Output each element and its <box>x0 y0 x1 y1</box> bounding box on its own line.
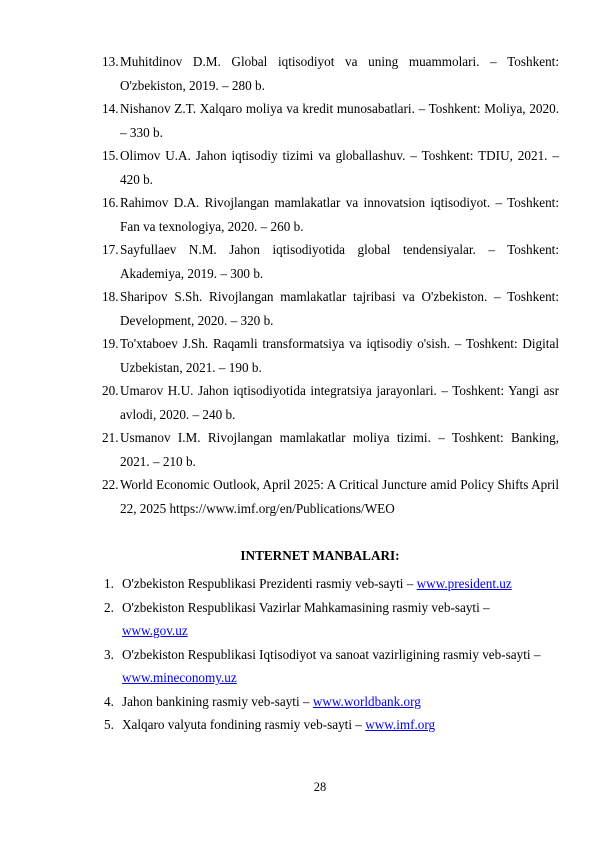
reference-text: Olimov U.A. Jahon iqtisodiy tizimi va globallashuv. – Toshkent: TDIU, 2021. – 420 b. <box>120 148 559 187</box>
reference-text: To'xtaboev J.Sh. Raqamli transformatsiya va iqtisodiy o'sish. – Toshkent: Digital Uzbekistan, 2021. – 190 b. <box>120 336 559 375</box>
source-text: Xalqaro valyuta fondining rasmiy veb-sayti – <box>122 717 366 732</box>
reference-item: 15. Olimov U.A. Jahon iqtisodiy tizimi va globallashuv. – Toshkent: TDIU, 2021. – 420 b. <box>104 144 559 191</box>
source-text: O'zbekiston Respublikasi Vazirlar Mahkamasining rasmiy veb-sayti – <box>122 599 490 615</box>
internet-source-item: 4. Jahon bankining rasmiy veb-sayti – www.worldbank.org <box>104 693 421 709</box>
internet-source-item: 5. Xalqaro valyuta fondining rasmiy veb-sayti – www.imf.org <box>104 717 436 732</box>
page-number: 28 <box>313 780 327 794</box>
source-link[interactable]: www.worldbank.org <box>312 693 421 709</box>
reference-item: 18. Sharipov S.Sh. Rivojlangan mamlakatlar tajribasi va O'zbekiston. – Toshkent: Development, 2020. – 320 b. <box>104 285 559 332</box>
reference-text: Nishanov Z.T. Xalqaro moliya va kredit munosabatlari. – Toshkent: Moliya, 2020. – 330 b. <box>120 101 559 140</box>
reference-text: Muhitdinov D.M. Global iqtisodiyot va uning muammolari. – Toshkent: O'zbekiston, 2019. – 280 b. <box>120 54 559 93</box>
source-text: Jahon bankining rasmiy veb-sayti – <box>122 693 313 709</box>
reference-text: Usmanov I.M. Rivojlangan mamlakatlar moliya tizimi. – Toshkent: Banking, 2021. – 210 b. <box>120 430 559 469</box>
reference-text: Rahimov D.A. Rivojlangan mamlakatlar va innovatsion iqtisodiyot. – Toshkent: Fan va texnologiya, 2020. – 260 b. <box>120 195 559 234</box>
internet-source-item: 1. O'zbekiston Respublikasi Prezidenti rasmiy veb-sayti – www.president.uz <box>104 576 512 591</box>
source-link[interactable]: www.president.uz <box>416 576 512 591</box>
source-link[interactable]: www.mineconomy.uz <box>122 670 237 685</box>
reference-text: Sayfullaev N.M. Jahon iqtisodiyotida global tendensiyalar. – Toshkent: Akademiya, 2019. – 300 b. <box>120 242 559 281</box>
reference-text: World Economic Outlook, April 2025: A Critical Juncture amid Policy Shifts April 22, 2025 https://www.imf.org/en/Publications/WEO <box>120 477 559 516</box>
reference-item: 13. Muhitdinov D.M. Global iqtisodiyot va uning muammolari. – Toshkent: O'zbekiston, 2019. – 280 b. <box>104 50 559 97</box>
section-heading: INTERNET MANBALARI: <box>240 548 400 563</box>
reference-text: Umarov H.U. Jahon iqtisodiyotida integratsiya jarayonlari. – Toshkent: Yangi asr avlodi, 2020. – 240 b. <box>120 383 559 422</box>
internet-source-item: 3. O'zbekiston Respublikasi Iqtisodiyot va sanoat vazirligining rasmiy veb-sayti – www.mineconomy.uz <box>104 646 541 685</box>
reference-item: 14. Nishanov Z.T. Xalqaro moliya va kredit munosabatlari. – Toshkent: Moliya, 2020. – 330 b. <box>104 97 559 144</box>
reference-item: 19. To'xtaboev J.Sh. Raqamli transformatsiya va iqtisodiy o'sish. – Toshkent: Digital Uzbekistan, 2021. – 190 b. <box>104 332 559 379</box>
source-text: O'zbekiston Respublikasi Prezidenti rasmiy veb-sayti – <box>122 576 417 591</box>
internet-source-item: 2. O'zbekiston Respublikasi Vazirlar Mahkamasining rasmiy veb-sayti – www.gov.uz <box>104 599 490 638</box>
reference-item: 17. Sayfullaev N.M. Jahon iqtisodiyotida global tendensiyalar. – Toshkent: Akademiya, 2019. – 300 b. <box>104 238 559 285</box>
source-link[interactable]: www.gov.uz <box>122 623 188 638</box>
reference-text: Sharipov S.Sh. Rivojlangan mamlakatlar tajribasi va O'zbekiston. – Toshkent: Development, 2020. – 320 b. <box>120 289 559 328</box>
internet-source-list <box>104 572 554 737</box>
reference-item: 22. World Economic Outlook, April 2025: A Critical Juncture amid Policy Shifts April 22, 2025 https://www.imf.org/en/Publications/WEO <box>104 473 559 520</box>
reference-item: 20. Umarov H.U. Jahon iqtisodiyotida integratsiya jarayonlari. – Toshkent: Yangi asr avlodi, 2020. – 240 b. <box>104 379 559 426</box>
source-link[interactable]: www.imf.org <box>365 717 436 732</box>
source-text: O'zbekiston Respublikasi Iqtisodiyot va sanoat vazirligining rasmiy veb-sayti – <box>122 646 541 662</box>
reference-list <box>104 50 559 520</box>
reference-item: 16. Rahimov D.A. Rivojlangan mamlakatlar va innovatsion iqtisodiyot. – Toshkent: Fan va texnologiya, 2020. – 260 b. <box>104 191 559 238</box>
reference-item: 21. Usmanov I.M. Rivojlangan mamlakatlar moliya tizimi. – Toshkent: Banking, 2021. – 210 b. <box>104 426 559 473</box>
